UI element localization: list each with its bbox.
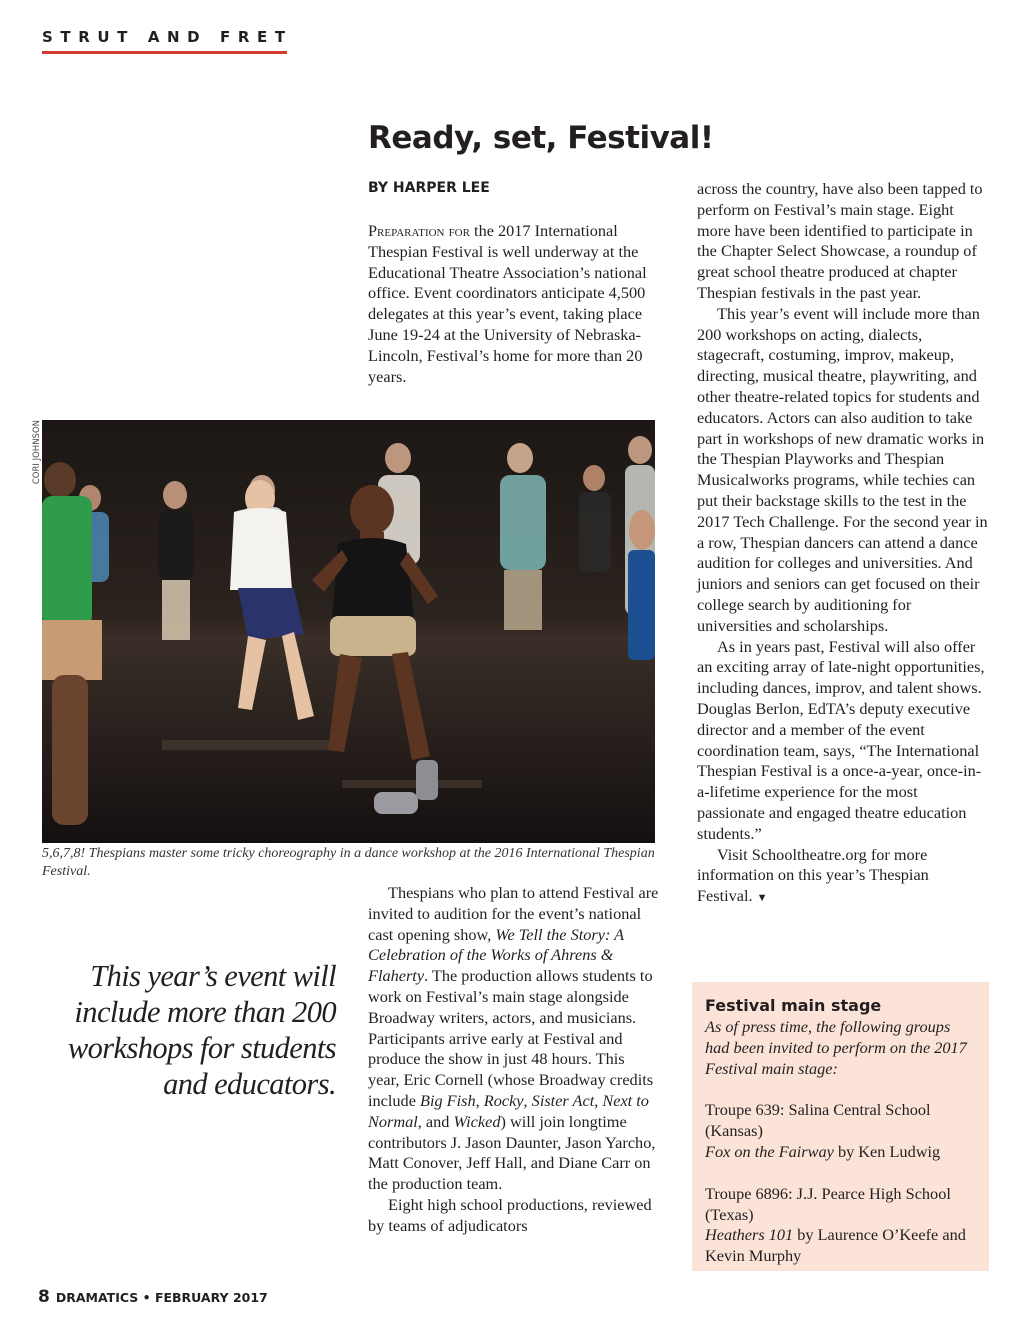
section-rule [42, 51, 287, 54]
para2-text-a: Thespians who plan to attend Festival are invited to audition for the event’s national cast opening show, [368, 883, 659, 944]
show-line [705, 1142, 976, 1163]
page-footer [38, 1287, 268, 1307]
dance-photo-illustration [42, 420, 655, 843]
pull-quote: This year’s event will include more than 200 workshops for students and educators. [67, 959, 336, 1101]
para2-text-c: . The production allows students to work on Festival’s main stage alongside Broadway writers, actors, and musicians. Participants arrive early at Festival and produce the show in just 48 hours. This year, Eric Cornell (whose Broadway credits include [368, 966, 654, 1110]
intro-column [368, 221, 658, 387]
paragraph-workshops: This year’s event will include more than 200 workshops on acting, dialects, stagecraft, costuming, improv, makeup, directing, musical theatre, playwriting, and other theatre-related topics for students and educators. Actors can also audition to take part in workshops of new dramatic works in the Thespian Playworks and Thespian Musicalworks programs, while techies can put their backstage skills to the test in the 2017 Tech Challenge. For the second year in a row, Thespian dancers can attend a dance audition for colleges and universities. And juniors and seniors can get focused on their college search by auditioning for universities and scholarships. [697, 303, 988, 635]
section-label: STRUT AND FRET [42, 28, 293, 46]
photo-caption: 5,6,7,8! Thespians master some tricky choreography in a dance workshop at the 2016 International Thespian Festival. [42, 846, 655, 879]
paragraph-late-night: As in years past, Festival will also offer an exciting array of late-night opportunities, including dances, improv, and talent shows. Douglas Berlon, EdTA’s deputy executive director and a member of the event coordination team, says, “The International Thespian Festival is a once-a-year, once-in-a-lifetime experience for the most passionate and engaged theatre education students.” [697, 636, 985, 843]
credit-rocky: Rocky [483, 1090, 524, 1110]
sidebar-intro: As of press time, the following groups had been invited to perform on the 2017 Festival main stage: [705, 1017, 967, 1078]
left-body-column [368, 883, 660, 1237]
credit-wicked: Wicked [453, 1111, 501, 1131]
show-author: by Laurence O’Keefe and Kevin Murphy [705, 1225, 966, 1266]
para2-sep: , [523, 1090, 532, 1110]
page-number: 8 [38, 1287, 50, 1307]
intro-lead: Preparation for [368, 221, 470, 240]
main-stage-sidebar [692, 982, 989, 1271]
sidebar-entry [705, 1100, 976, 1162]
right-body-column [697, 179, 989, 909]
sidebar-title: Festival main stage [705, 996, 882, 1015]
credit-big-fish: Big Fish [420, 1090, 476, 1110]
visit-text: Visit Schooltheatre.org for more information on this year’s Thespian Festival. [697, 844, 929, 906]
paragraph-productions-cont: across the country, have also been tapped to perform on Festival’s main stage. Eight more have been identified to participate in the Chapter Select Showcase, a roundup of great school theatre produced at chapter Thespian festivals in the past year. [697, 179, 983, 302]
intro-paragraph [368, 221, 658, 387]
sidebar-entry [705, 1184, 976, 1267]
show-line [705, 1225, 976, 1267]
para2-sep: , [594, 1090, 603, 1110]
paragraph-productions-start: Eight high school productions, reviewed by teams of adjudicators [368, 1194, 652, 1235]
photo-credit: CORI JOHNSON [32, 420, 42, 485]
end-mark-icon: ▼ [756, 892, 768, 905]
dance-workshop-photo [42, 420, 655, 843]
para2-sep: , and [417, 1111, 454, 1131]
paragraph-audition [368, 883, 660, 1195]
para2-text-m: ) will join longtime contributors J. Jason Daunter, Jason Yarcho, Matt Conover, Jeff Hall, and Diane Carr on the production team. [368, 1111, 656, 1194]
publication-info: DRAMATICS • FEBRUARY 2017 [55, 1290, 268, 1305]
credit-sister-act: Sister Act [531, 1090, 595, 1110]
intro-text: the 2017 International Thespian Festival is well underway at the Educational Theatre Association’s national office. Event coordinators anticipate 4,500 delegates at this year’s event, taking place June 19-24 at the University of Nebraska-Lincoln, Festival’s home for more than 20 years. [368, 221, 647, 386]
show-title: Heathers 101 [705, 1225, 794, 1245]
show-title: We Tell the Story: A Celebration of the Works of Ahrens & Flaherty [368, 924, 624, 986]
article-title: Ready, set, Festival! [368, 120, 714, 156]
show-title: Fox on the Fairway [705, 1141, 834, 1161]
credit-next-to-normal: Next to Normal [368, 1090, 649, 1131]
para2-sep: , [475, 1090, 484, 1110]
byline: BY HARPER LEE [368, 180, 490, 196]
show-author: by Ken Ludwig [833, 1141, 941, 1161]
troupe-name: Troupe 6896: J.J. Pearce High School (Texas) [705, 1183, 951, 1224]
troupe-name: Troupe 639: Salina Central School (Kansas) [705, 1100, 931, 1141]
paragraph-visit [697, 845, 989, 909]
